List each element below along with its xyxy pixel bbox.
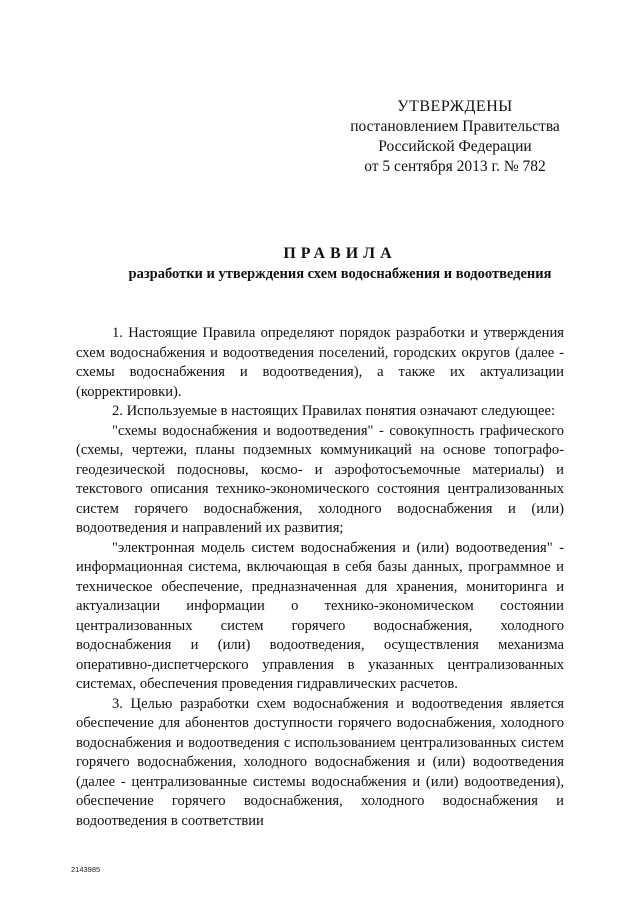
- approval-title: УТВЕРЖДЕНЫ: [397, 98, 513, 115]
- paragraph-definition-electronic-model: "электронная модель систем водоснабжения и (или) водоотведения" - информационная система, включающая в себя базы данных, программное и техническое обеспечение, предназначенная для хранения, мониторинга и актуализации информации о технико-экономическом состоянии централизованных систем горячего водоснабжения, холодного водоснабжения и (или) водоотведения, осуществления механизма оперативно-диспетчерского управления в указанных централизованных системах, обеспечения проведения гидравлических расчетов.: [76, 539, 564, 692]
- document-title: ПРАВИЛА: [283, 245, 397, 262]
- paragraph-definition-schemes: "схемы водоснабжения и водоотведения" - совокупность графического (схемы, чертежи, планы подземных коммуникаций на основе топографо-геодезической подосновы, космо- и аэрофотосъемочные материалы) и текстового описания технико-экономического состояния централизованных систем горячего водоснабжения, холодного водоснабжения и (или) водоотведения и направлений их развития;: [76, 422, 564, 536]
- approval-stamp: [330, 97, 580, 177]
- paragraph-2: 2. Используемые в настоящих Правилах понятия означают следующее:: [112, 403, 556, 419]
- approval-line-1: постановлением Правительства: [350, 118, 560, 135]
- paragraph-3: 3. Целью разработки схем водоснабжения и водоотведения является обеспечение для абонентов доступности горячего водоснабжения, холодного водоснабжения и водоотведения с использованием централизованных систем горячего водоснабжения, холодного водоснабжения и (или) водоотведения (далее - централизованные системы водоснабжения и (или) водоотведения), обеспечение горячего водоснабжения, холодного водоснабжения и водоотведения в соответствии: [76, 695, 564, 829]
- approval-line-2: Российской Федерации: [378, 138, 532, 155]
- approval-line-3: от 5 сентября 2013 г. № 782: [364, 158, 546, 175]
- paragraph-1: 1. Настоящие Правила определяют порядок разработки и утверждения схем водоснабжения и водоотведения поселений, городских округов (далее - схемы водоснабжения и водоотведения), а также их актуализации (корректировки).: [76, 325, 564, 400]
- document-subtitle: разработки и утверждения схем водоснабжения и водоотведения: [128, 266, 552, 282]
- document-code: 2143985: [71, 865, 101, 874]
- document-body: [76, 324, 564, 831]
